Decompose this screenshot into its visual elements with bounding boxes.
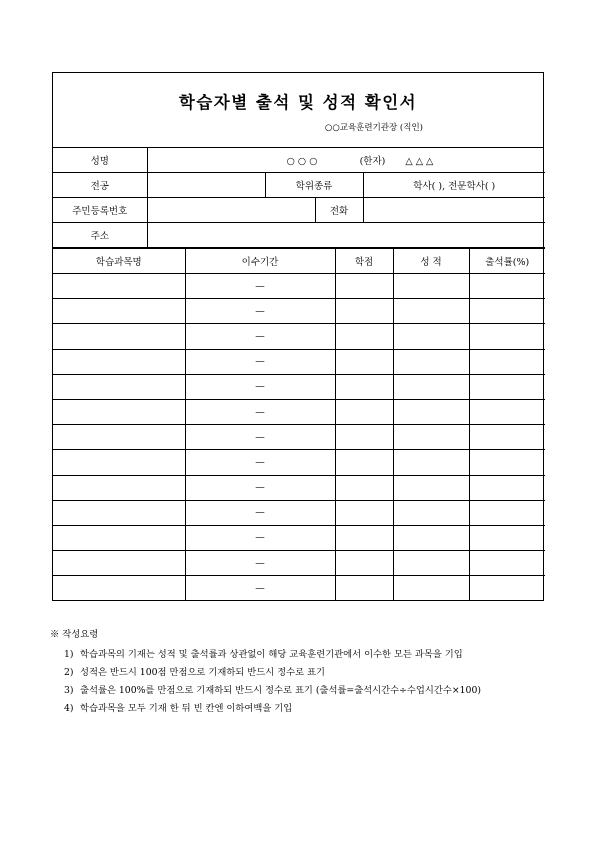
attendance-cell[interactable] (469, 349, 545, 374)
attendance-cell[interactable] (469, 551, 545, 576)
score-cell[interactable] (393, 324, 469, 349)
name-cell[interactable] (147, 148, 545, 173)
attendance-cell[interactable] (469, 324, 545, 349)
period-cell[interactable]: — (185, 500, 335, 525)
name-row (53, 148, 545, 173)
guideline-item (50, 664, 550, 682)
title-block (53, 73, 543, 148)
major-label: 전공 (53, 173, 147, 198)
period-cell[interactable]: — (185, 576, 335, 601)
table-row (53, 425, 545, 450)
grades-header-row (53, 249, 545, 274)
period-cell[interactable]: — (185, 324, 335, 349)
attendance-cell[interactable] (469, 299, 545, 324)
guideline-text: 학습과목을 모두 기재 한 뒤 빈 칸엔 이하여백을 기입 (80, 703, 293, 714)
course-name-cell[interactable] (53, 450, 185, 475)
degree-type-value[interactable]: 학사( ), 전문학사( ) (363, 173, 545, 198)
score-cell[interactable] (393, 475, 469, 500)
credits-cell[interactable] (335, 500, 393, 525)
course-name-cell[interactable] (53, 349, 185, 374)
major-field[interactable] (147, 173, 265, 198)
course-name-cell[interactable] (53, 576, 185, 601)
credits-cell[interactable] (335, 324, 393, 349)
period-cell[interactable]: — (185, 399, 335, 424)
score-cell[interactable] (393, 525, 469, 550)
attendance-cell[interactable] (469, 525, 545, 550)
table-row (53, 525, 545, 550)
table-row (53, 274, 545, 299)
credits-cell[interactable] (335, 525, 393, 550)
attendance-cell[interactable] (469, 425, 545, 450)
attendance-cell[interactable] (469, 450, 545, 475)
resident-row (53, 198, 545, 223)
course-name-cell[interactable] (53, 374, 185, 399)
personal-info-table (53, 148, 545, 248)
score-cell[interactable] (393, 576, 469, 601)
header-credits: 학점 (335, 249, 393, 274)
resident-no-field[interactable] (147, 198, 315, 223)
credits-cell[interactable] (335, 425, 393, 450)
name-value: ○ ○ ○ (286, 156, 318, 167)
header-period: 이수기간 (185, 249, 335, 274)
document-title: 학습자별 출석 및 성적 확인서 (178, 93, 418, 112)
course-grades-table (53, 248, 545, 600)
period-cell[interactable]: — (185, 450, 335, 475)
attendance-cell[interactable] (469, 500, 545, 525)
resident-no-label: 주민등록번호 (53, 198, 147, 223)
table-row (53, 500, 545, 525)
period-cell[interactable]: — (185, 525, 335, 550)
course-name-cell[interactable] (53, 399, 185, 424)
guideline-number: 1) (64, 649, 74, 660)
period-cell[interactable]: — (185, 299, 335, 324)
guideline-text: 성적은 반드시 100점 만점으로 기재하되 반드시 정수로 표기 (80, 667, 325, 678)
credits-cell[interactable] (335, 274, 393, 299)
course-name-cell[interactable] (53, 551, 185, 576)
course-name-cell[interactable] (53, 500, 185, 525)
table-row (53, 551, 545, 576)
course-name-cell[interactable] (53, 525, 185, 550)
credits-cell[interactable] (335, 399, 393, 424)
score-cell[interactable] (393, 500, 469, 525)
writing-guidelines (50, 626, 550, 718)
guideline-text: 학습과목의 기재는 성적 및 출석률과 상관없이 해당 교육훈련기관에서 이수한 모든 과목을 기입 (80, 649, 463, 660)
attendance-cell[interactable] (469, 576, 545, 601)
address-field[interactable] (147, 223, 545, 248)
score-cell[interactable] (393, 299, 469, 324)
guidelines-heading: ※ 작성요령 (50, 629, 99, 640)
course-name-cell[interactable] (53, 425, 185, 450)
header-course-name: 학습과목명 (53, 249, 185, 274)
credits-cell[interactable] (335, 450, 393, 475)
period-cell[interactable]: — (185, 475, 335, 500)
period-cell[interactable]: — (185, 551, 335, 576)
attendance-cell[interactable] (469, 399, 545, 424)
confirmation-form (52, 72, 544, 601)
guideline-item (50, 700, 550, 718)
table-row (53, 450, 545, 475)
hanja-label: (한자) (359, 156, 386, 167)
guideline-number: 4) (64, 703, 74, 714)
score-cell[interactable] (393, 374, 469, 399)
period-cell[interactable]: — (185, 374, 335, 399)
course-name-cell[interactable] (53, 299, 185, 324)
attendance-cell[interactable] (469, 274, 545, 299)
course-name-cell[interactable] (53, 274, 185, 299)
header-score: 성 적 (393, 249, 469, 274)
score-cell[interactable] (393, 551, 469, 576)
period-cell[interactable]: — (185, 274, 335, 299)
guideline-text: 출석률은 100%를 만점으로 기재하되 반드시 정수로 표기 (출석률=출석시간수÷수업시간수×100) (80, 685, 481, 696)
credits-cell[interactable] (335, 551, 393, 576)
table-row (53, 475, 545, 500)
score-cell[interactable] (393, 274, 469, 299)
issuer-seal-line: ○○교육훈련기관장 (직인) (324, 123, 423, 133)
credits-cell[interactable] (335, 349, 393, 374)
score-cell[interactable] (393, 450, 469, 475)
table-row (53, 349, 545, 374)
guideline-number: 3) (64, 685, 74, 696)
guideline-item (50, 682, 550, 700)
name-label: 성명 (53, 148, 147, 173)
header-attendance: 출석률(%) (469, 249, 545, 274)
address-label: 주소 (53, 223, 147, 248)
period-cell[interactable]: — (185, 425, 335, 450)
course-name-cell[interactable] (53, 475, 185, 500)
guideline-item (50, 646, 550, 664)
score-cell[interactable] (393, 349, 469, 374)
credits-cell[interactable] (335, 299, 393, 324)
attendance-cell[interactable] (469, 374, 545, 399)
table-row (53, 399, 545, 424)
table-row (53, 299, 545, 324)
major-row (53, 173, 545, 198)
phone-field[interactable] (363, 198, 545, 223)
credits-cell[interactable] (335, 576, 393, 601)
credits-cell[interactable] (335, 475, 393, 500)
period-cell[interactable]: — (185, 349, 335, 374)
hanja-value: △ △ △ (405, 156, 434, 167)
score-cell[interactable] (393, 399, 469, 424)
course-name-cell[interactable] (53, 324, 185, 349)
degree-type-label: 학위종류 (265, 173, 363, 198)
address-row (53, 223, 545, 248)
table-row (53, 324, 545, 349)
credits-cell[interactable] (335, 374, 393, 399)
attendance-cell[interactable] (469, 475, 545, 500)
phone-label: 전화 (315, 198, 363, 223)
guideline-number: 2) (64, 667, 74, 678)
table-row (53, 576, 545, 601)
score-cell[interactable] (393, 425, 469, 450)
table-row (53, 374, 545, 399)
